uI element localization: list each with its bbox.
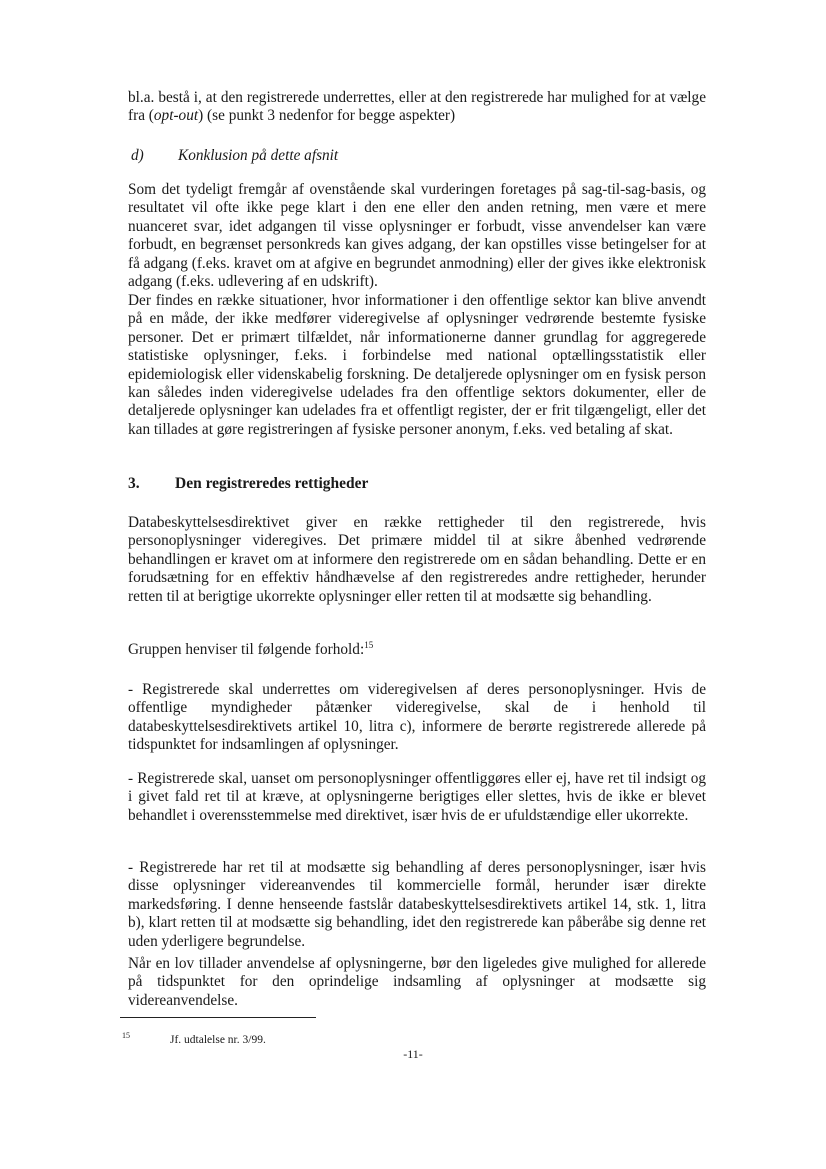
bullet-access: - Registrerede skal, uanset om personoplysninger offentliggøres eller ej, have ret til indsigt og i givet fald ret til at kræve, at oplysningerne berigtiges eller slettes, hvis de ikke er blevet behandlet i overensstemmelse med direktivet, især hvis de er ufuldstændige eller ukorrekte. bbox=[128, 770, 706, 824]
section-heading bbox=[128, 475, 368, 493]
footnote-text: Jf. udtalelse nr. 3/99. bbox=[170, 1033, 266, 1046]
page-number: -11- bbox=[403, 1047, 423, 1061]
intro-emphasis: opt-out bbox=[153, 107, 199, 125]
subsection-title: Konklusion på dette afsnit bbox=[178, 147, 339, 164]
section-number: 3. bbox=[128, 475, 140, 492]
intro-text-end: ) (se punkt 3 nedenfor for begge aspekter) bbox=[198, 107, 456, 125]
directive-paragraph: Databeskyttelsesdirektivet giver en række rettigheder til den registrerede, hvis personoplysninger videregives. Det primære middel til at sikre åbenhed vedrørende behandlingen er kravet om at informere den registrerede om en sådan behandling. Dette er en forudsætning for en effektiv håndhævelse af den registreredes andre rettigheder, herunder retten til at berigtige ukorrekte oplysninger eller retten til at modsætte sig behandling. bbox=[128, 514, 706, 605]
group-refers-paragraph bbox=[128, 641, 706, 659]
footnote-mark: 15 bbox=[122, 1031, 130, 1040]
intro-paragraph bbox=[128, 89, 706, 126]
subsection-letter: d) bbox=[131, 147, 144, 164]
bullet-notification: - Registrerede skal underrettes om videregivelsen af deres personoplysninger. Hvis de offentlige myndigheder påtænker videregivelse, skal de i henhold til databeskyttelsesdirektivets artikel 10, litra c), informere de berørte registrerede allerede på tidspunktet for indsamlingen af oplysninger. bbox=[128, 681, 706, 754]
bullet-objection: - Registrerede har ret til at modsætte sig behandling af deres personoplysninger, især hvis disse oplysninger videreanvendes til kommercielle formål, herunder især direkte markedsføring. I denne henseende fastslår databeskyttelsesdirektivets artikel 14, stk. 1, litra b), klart retten til at modsætte sig behandling, idet den registrerede kan påberåbe sig denne ret uden yderligere begrundelse. bbox=[128, 859, 706, 950]
conclusion-paragraph: Som det tydeligt fremgår af ovenstående skal vurderingen foretages på sag-til-sag-basis, og resultatet vil ofte ikke pege klart i den ene eller den anden retning, men være et mere nuanceret svar, idet adgangen til visse oplysninger er forbudt, visse anvendelser kan være forbudt, en begrænset personkreds kan gives adgang, der kan opstilles visse betingelser for at få adgang (f.eks. kravet om at afgive en begrundet anmodning) eller der gives ikke elektronisk adgang (f.eks. udlevering af en udskrift). bbox=[128, 181, 706, 291]
footnote-divider bbox=[120, 1017, 316, 1018]
subsection-heading bbox=[131, 147, 338, 165]
group-refers-text: Gruppen henviser til følgende forhold: bbox=[128, 641, 365, 658]
situations-paragraph: Der findes en række situationer, hvor informationer i den offentlige sektor kan blive anvendt på en måde, der ikke medfører videregivelse af oplysninger vedrørende bestemte fysiske personer. Det er primært tilfældet, når informationerne danner grundlag for aggregerede statistiske oplysninger, f.eks. i forbindelse med national optællingsstatistik eller epidemiologisk eller videnskabelig forskning. De detaljerede oplysninger om en fysisk person kan således inden videregivelse udelades fra den offentlige sektors dokumenter, eller de detaljerede oplysninger kan udelades fra et offentligt register, der er frit tilgængeligt, eller det kan tillades at gøre registreringen af fysiske personer anonym, f.eks. ved betaling af skat. bbox=[128, 292, 706, 438]
section-title: Den registreredes rettigheder bbox=[175, 475, 369, 492]
law-allows-paragraph: Når en lov tillader anvendelse af oplysningerne, bør den ligeledes give mulighed for allerede på tidspunktet for den oprindelige indsamling af oplysninger at modsætte sig videreanvendelse. bbox=[128, 955, 706, 1009]
intro-text-start: bl.a. bestå i, at den registrerede underrettes, eller at den registrerede har mulighed for at vælge fra ( bbox=[128, 89, 706, 125]
footnote-reference: 15 bbox=[364, 639, 374, 650]
